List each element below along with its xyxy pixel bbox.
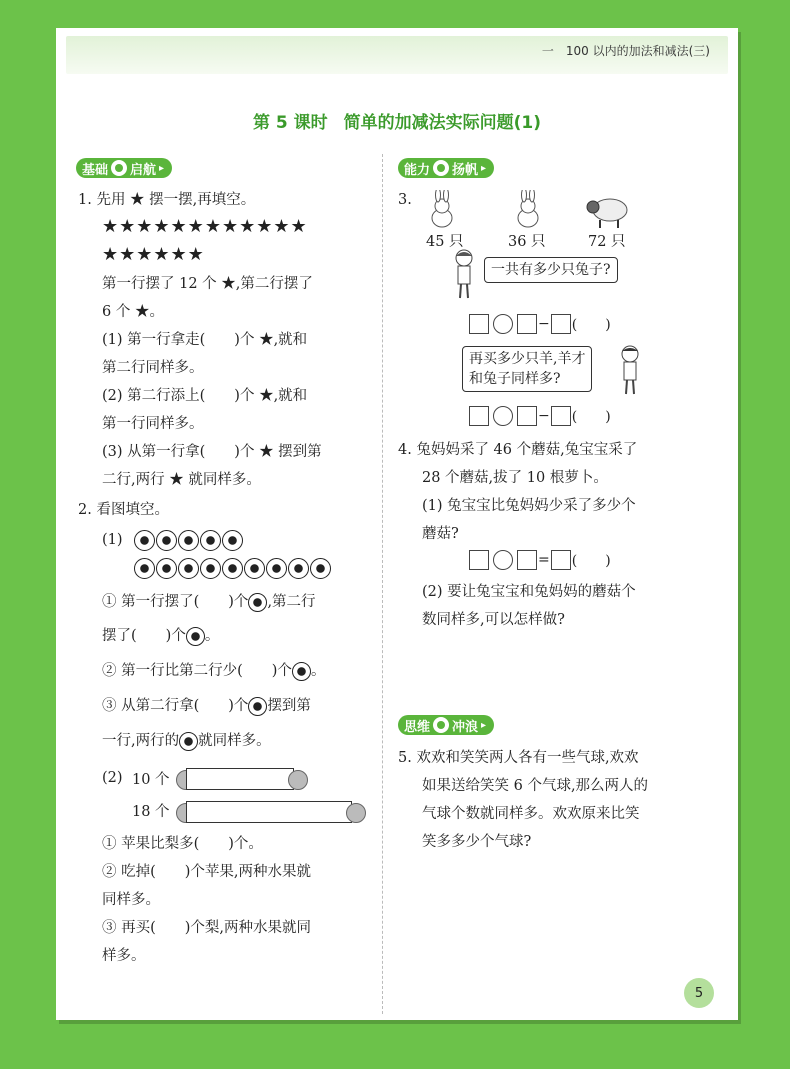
answer-box[interactable] — [517, 550, 537, 570]
q1-line: 第一行摆了 12 个 ★,第二行摆了 — [102, 276, 313, 292]
q1-part: (3) 从第一行拿( )个 ★ 摆到第 — [102, 444, 322, 460]
soccer-ball-row-1 — [134, 530, 243, 551]
soccer-ball-icon — [248, 697, 267, 716]
soccer-ball-icon — [134, 530, 155, 551]
answer-blank[interactable]: ( ) — [571, 409, 611, 425]
q2-part-2: (2) — [102, 770, 123, 786]
q2-fruit-line: ③ 再买( )个梨,两种水果就同 — [102, 920, 312, 936]
q2-sentence — [102, 661, 325, 681]
operator: − — [538, 408, 550, 424]
sail-icon — [433, 160, 449, 176]
text: 就同样多。 — [198, 733, 271, 749]
operator: − — [538, 316, 550, 332]
star-row-1: ★★★★★★★★★★★★ — [102, 216, 308, 237]
badge-label: 能力 — [404, 162, 431, 178]
girl-icon — [450, 248, 478, 300]
bubble-line: 和兔子同样多? — [469, 371, 561, 387]
ability-badge — [398, 158, 494, 178]
soccer-ball-icon — [156, 558, 177, 579]
basic-badge — [76, 158, 172, 178]
operator-circle[interactable] — [493, 314, 513, 334]
soccer-ball-icon — [200, 530, 221, 551]
arrow-icon: ▸ — [481, 719, 487, 731]
q4-line: 28 个蘑菇,拔了 10 根萝卜。 — [422, 470, 608, 486]
answer-box[interactable] — [469, 406, 489, 426]
rabbit-count: 45 只 — [426, 234, 464, 250]
sheep-count: 72 只 — [588, 234, 626, 250]
arrow-icon: ▸ — [481, 162, 487, 174]
badge-label: 启航 — [130, 162, 157, 178]
q5-line: 笑多多少个气球? — [422, 834, 532, 850]
soccer-ball-icon — [222, 558, 243, 579]
q1-part: (2) 第二行添上( )个 ★,就和 — [102, 388, 308, 404]
q2-sentence — [102, 626, 219, 646]
equation-row — [468, 550, 611, 570]
text: 摆了( )个 — [102, 628, 186, 644]
answer-box[interactable] — [469, 550, 489, 570]
workbook-page — [56, 28, 738, 1020]
soccer-ball-icon — [222, 530, 243, 551]
pear-label: 10 个 — [132, 772, 170, 788]
answer-box[interactable] — [551, 406, 571, 426]
apple-icon — [346, 803, 366, 823]
soccer-ball-icon — [266, 558, 287, 579]
q4-part: 蘑菇? — [422, 526, 459, 542]
badge-label: 基础 — [82, 162, 109, 178]
apple-label: 18 个 — [132, 804, 170, 820]
rabbit-icon — [422, 190, 462, 230]
equation-row — [468, 314, 611, 334]
q2-fruit-line: 同样多。 — [102, 892, 160, 908]
q2-sentence — [102, 731, 271, 751]
answer-blank[interactable]: ( ) — [571, 553, 611, 569]
q1-part: 二行,两行 ★ 就同样多。 — [102, 472, 261, 488]
chapter-header: 一 100 以内的加法和减法(三) — [541, 44, 710, 58]
soccer-ball-icon — [310, 558, 331, 579]
q1-part: 第二行同样多。 — [102, 360, 204, 376]
answer-box[interactable] — [551, 314, 571, 334]
badge-label: 冲浪 — [452, 719, 479, 735]
q4-line: 4. 兔妈妈采了 46 个蘑菇,兔宝宝采了 — [398, 442, 638, 458]
soccer-ball-icon — [292, 662, 311, 681]
text: ③ 从第二行拿( )个 — [102, 698, 249, 714]
text: ,第二行 — [267, 594, 316, 610]
answer-box[interactable] — [517, 314, 537, 334]
soccer-ball-icon — [288, 558, 309, 579]
pear-icon — [288, 770, 308, 790]
speech-bubble — [462, 346, 592, 392]
soccer-ball-icon — [179, 732, 198, 751]
q5-line: 气球个数就同样多。欢欢原来比笑 — [422, 806, 640, 822]
text: 摆到第 — [267, 698, 311, 714]
q1-line: 6 个 ★。 — [102, 304, 164, 320]
lesson-title — [56, 108, 738, 133]
thinking-badge — [398, 715, 494, 735]
operator-circle[interactable] — [493, 550, 513, 570]
soccer-ball-row-2 — [134, 558, 331, 579]
text: 。 — [310, 663, 326, 679]
lesson-topic: 简单的加减法实际问题(1) — [343, 113, 542, 133]
q2-fruit-line: ① 苹果比梨多( )个。 — [102, 836, 263, 852]
page-number: 5 — [684, 978, 714, 1008]
soccer-ball-icon — [248, 593, 267, 612]
answer-box[interactable] — [517, 406, 537, 426]
text: 一行,两行的 — [102, 733, 180, 749]
equation-row — [468, 406, 611, 426]
answer-box[interactable] — [469, 314, 489, 334]
q2-part-1: (1) — [102, 532, 123, 548]
boat-icon — [111, 160, 127, 176]
q1-part: (1) 第一行拿走( )个 ★,就和 — [102, 332, 308, 348]
q1-part: 第一行同样多。 — [102, 416, 204, 432]
soccer-ball-icon — [134, 558, 155, 579]
soccer-ball-icon — [200, 558, 221, 579]
q2-sentence — [102, 696, 311, 716]
q4-part: (2) 要让兔宝宝和兔妈妈的蘑菇个 — [422, 584, 636, 600]
operator-circle[interactable] — [493, 406, 513, 426]
q2-sentence — [102, 592, 316, 612]
soccer-ball-icon — [178, 558, 199, 579]
pear-bar — [186, 768, 294, 790]
column-divider — [382, 154, 383, 1014]
q2-stem: 2. 看图填空。 — [78, 502, 169, 518]
q1-stem: 1. 先用 ★ 摆一摆,再填空。 — [78, 192, 256, 208]
badge-label: 扬帆 — [452, 162, 479, 178]
q2-fruit-line: 样多。 — [102, 948, 146, 964]
text: 。 — [204, 628, 220, 644]
boy-icon — [616, 344, 644, 396]
soccer-ball-icon — [186, 627, 205, 646]
soccer-ball-icon — [178, 530, 199, 551]
q5-line: 5. 欢欢和笑笑两人各有一些气球,欢欢 — [398, 750, 639, 766]
text: ② 第一行比第二行少( )个 — [102, 663, 292, 679]
wave-icon — [433, 717, 449, 733]
arrow-icon: ▸ — [159, 162, 165, 174]
operator: = — [538, 552, 550, 568]
rabbit-icon — [508, 190, 548, 230]
text: ① 第一行摆了( )个 — [102, 594, 249, 610]
q5-line: 如果送给笑笑 6 个气球,那么两人的 — [422, 778, 649, 794]
soccer-ball-icon — [156, 530, 177, 551]
speech-bubble: 一共有多少只兔子? — [484, 257, 618, 283]
sheep-icon — [584, 194, 630, 230]
q4-part: 数同样多,可以怎样做? — [422, 612, 565, 628]
answer-blank[interactable]: ( ) — [571, 317, 611, 333]
rabbit-count: 36 只 — [508, 234, 546, 250]
q3-number: 3. — [398, 192, 412, 208]
lesson-number: 第 5 课时 — [252, 113, 328, 133]
answer-box[interactable] — [551, 550, 571, 570]
badge-label: 思维 — [404, 719, 431, 735]
soccer-ball-icon — [244, 558, 265, 579]
apple-bar — [186, 801, 352, 823]
q4-part: (1) 兔宝宝比兔妈妈少采了多少个 — [422, 498, 636, 514]
star-row-2: ★★★★★★ — [102, 244, 205, 265]
bubble-line: 再买多少只羊,羊才 — [469, 351, 586, 367]
q2-fruit-line: ② 吃掉( )个苹果,两种水果就 — [102, 864, 312, 880]
